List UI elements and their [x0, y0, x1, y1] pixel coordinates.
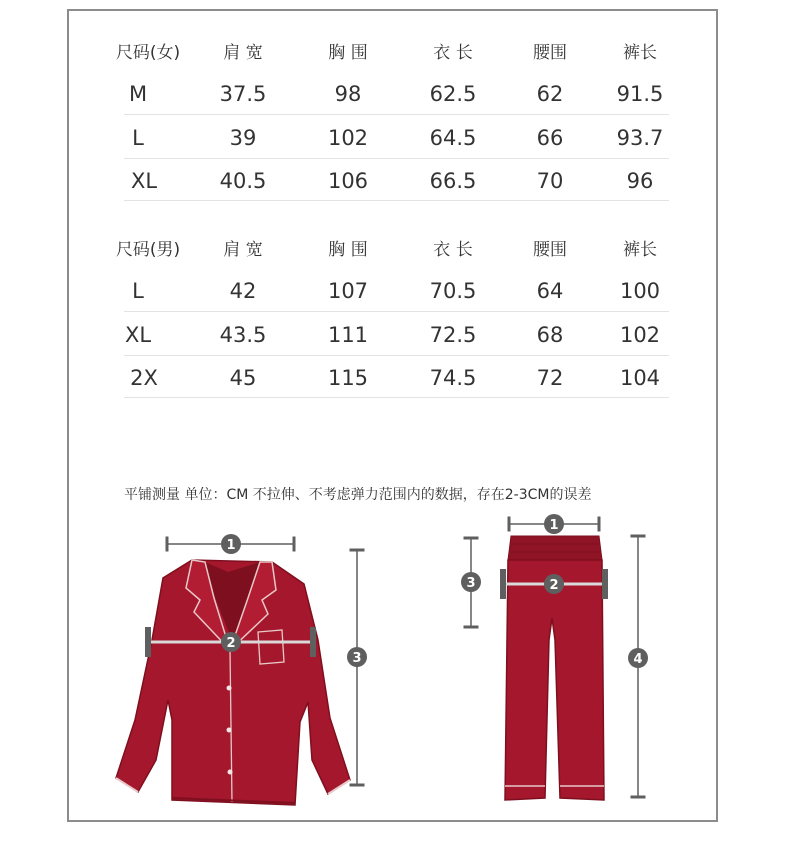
- header-length: 衣 长: [433, 240, 473, 260]
- marker-label: 3: [466, 576, 476, 591]
- shoulder-cell: 43.5: [219, 323, 267, 347]
- size-cell: M: [128, 82, 148, 106]
- length-cell: 62.5: [429, 82, 477, 106]
- waist-cell: 64: [536, 279, 564, 303]
- pants-length-cell: 100: [619, 279, 661, 303]
- size-cell: L: [132, 279, 144, 303]
- marker-label: 2: [226, 636, 236, 651]
- shoulder-cell: 39: [229, 126, 257, 150]
- pants-length-cell: 93.7: [616, 126, 664, 150]
- header-shoulder: 肩 宽: [223, 240, 263, 260]
- header-shoulder: 肩 宽: [223, 43, 263, 63]
- shoulder-cell: 45: [229, 366, 257, 390]
- measurement-note: 平铺测量 单位：CM 不拉伸、不考虑弹力范围内的数据，存在2-3CM的误差: [124, 487, 592, 503]
- marker-label: 1: [549, 518, 559, 533]
- header-size-women: 尺码(女): [115, 43, 181, 63]
- pants-legs: [505, 560, 604, 800]
- shoulder-cell: 42: [229, 279, 257, 303]
- size-cell: 2X: [130, 366, 158, 390]
- pants-illustration: [461, 514, 648, 800]
- button-icon: [228, 770, 233, 775]
- waist-cell: 66: [536, 126, 564, 150]
- chest-cell: 102: [327, 126, 369, 150]
- length-cell: 70.5: [429, 279, 477, 303]
- chest-cell: 106: [327, 169, 369, 193]
- marker-label: 3: [352, 651, 362, 666]
- marker-label: 2: [549, 578, 559, 593]
- header-waist: 腰围: [533, 43, 567, 63]
- pants-length-cell: 102: [619, 323, 661, 347]
- button-icon: [227, 686, 232, 691]
- length-cell: 64.5: [429, 126, 477, 150]
- waist-cell: 70: [536, 169, 564, 193]
- shirt-illustration: [116, 534, 367, 805]
- header-pants-length: 裤长: [623, 43, 657, 63]
- chest-cell: 107: [327, 279, 369, 303]
- pants-length-cell: 104: [619, 366, 661, 390]
- shoulder-cell: 40.5: [219, 169, 267, 193]
- header-chest: 胸 围: [328, 240, 368, 260]
- shoulder-cell: 37.5: [219, 82, 267, 106]
- length-cell: 66.5: [429, 169, 477, 193]
- pants-length-cell: 91.5: [616, 82, 664, 106]
- size-cell: L: [132, 126, 144, 150]
- header-size-men: 尺码(男): [115, 240, 181, 260]
- header-pants-length: 裤长: [623, 240, 657, 260]
- header-chest: 胸 围: [328, 43, 368, 63]
- marker-label: 1: [226, 538, 236, 553]
- length-cell: 74.5: [429, 366, 477, 390]
- pants-length-cell: 96: [626, 169, 654, 193]
- size-cell: XL: [124, 323, 152, 347]
- waist-cell: 68: [536, 323, 564, 347]
- chest-cell: 115: [327, 366, 369, 390]
- chest-cell: 111: [327, 323, 369, 347]
- length-cell: 72.5: [429, 323, 477, 347]
- waist-cell: 62: [536, 82, 564, 106]
- pants-waistband: [508, 536, 602, 560]
- header-waist: 腰围: [533, 240, 567, 260]
- size-cell: XL: [130, 169, 158, 193]
- waist-cell: 72: [536, 366, 564, 390]
- chest-cell: 98: [334, 82, 362, 106]
- marker-label: 4: [633, 652, 643, 667]
- button-icon: [227, 728, 232, 733]
- header-length: 衣 长: [433, 43, 473, 63]
